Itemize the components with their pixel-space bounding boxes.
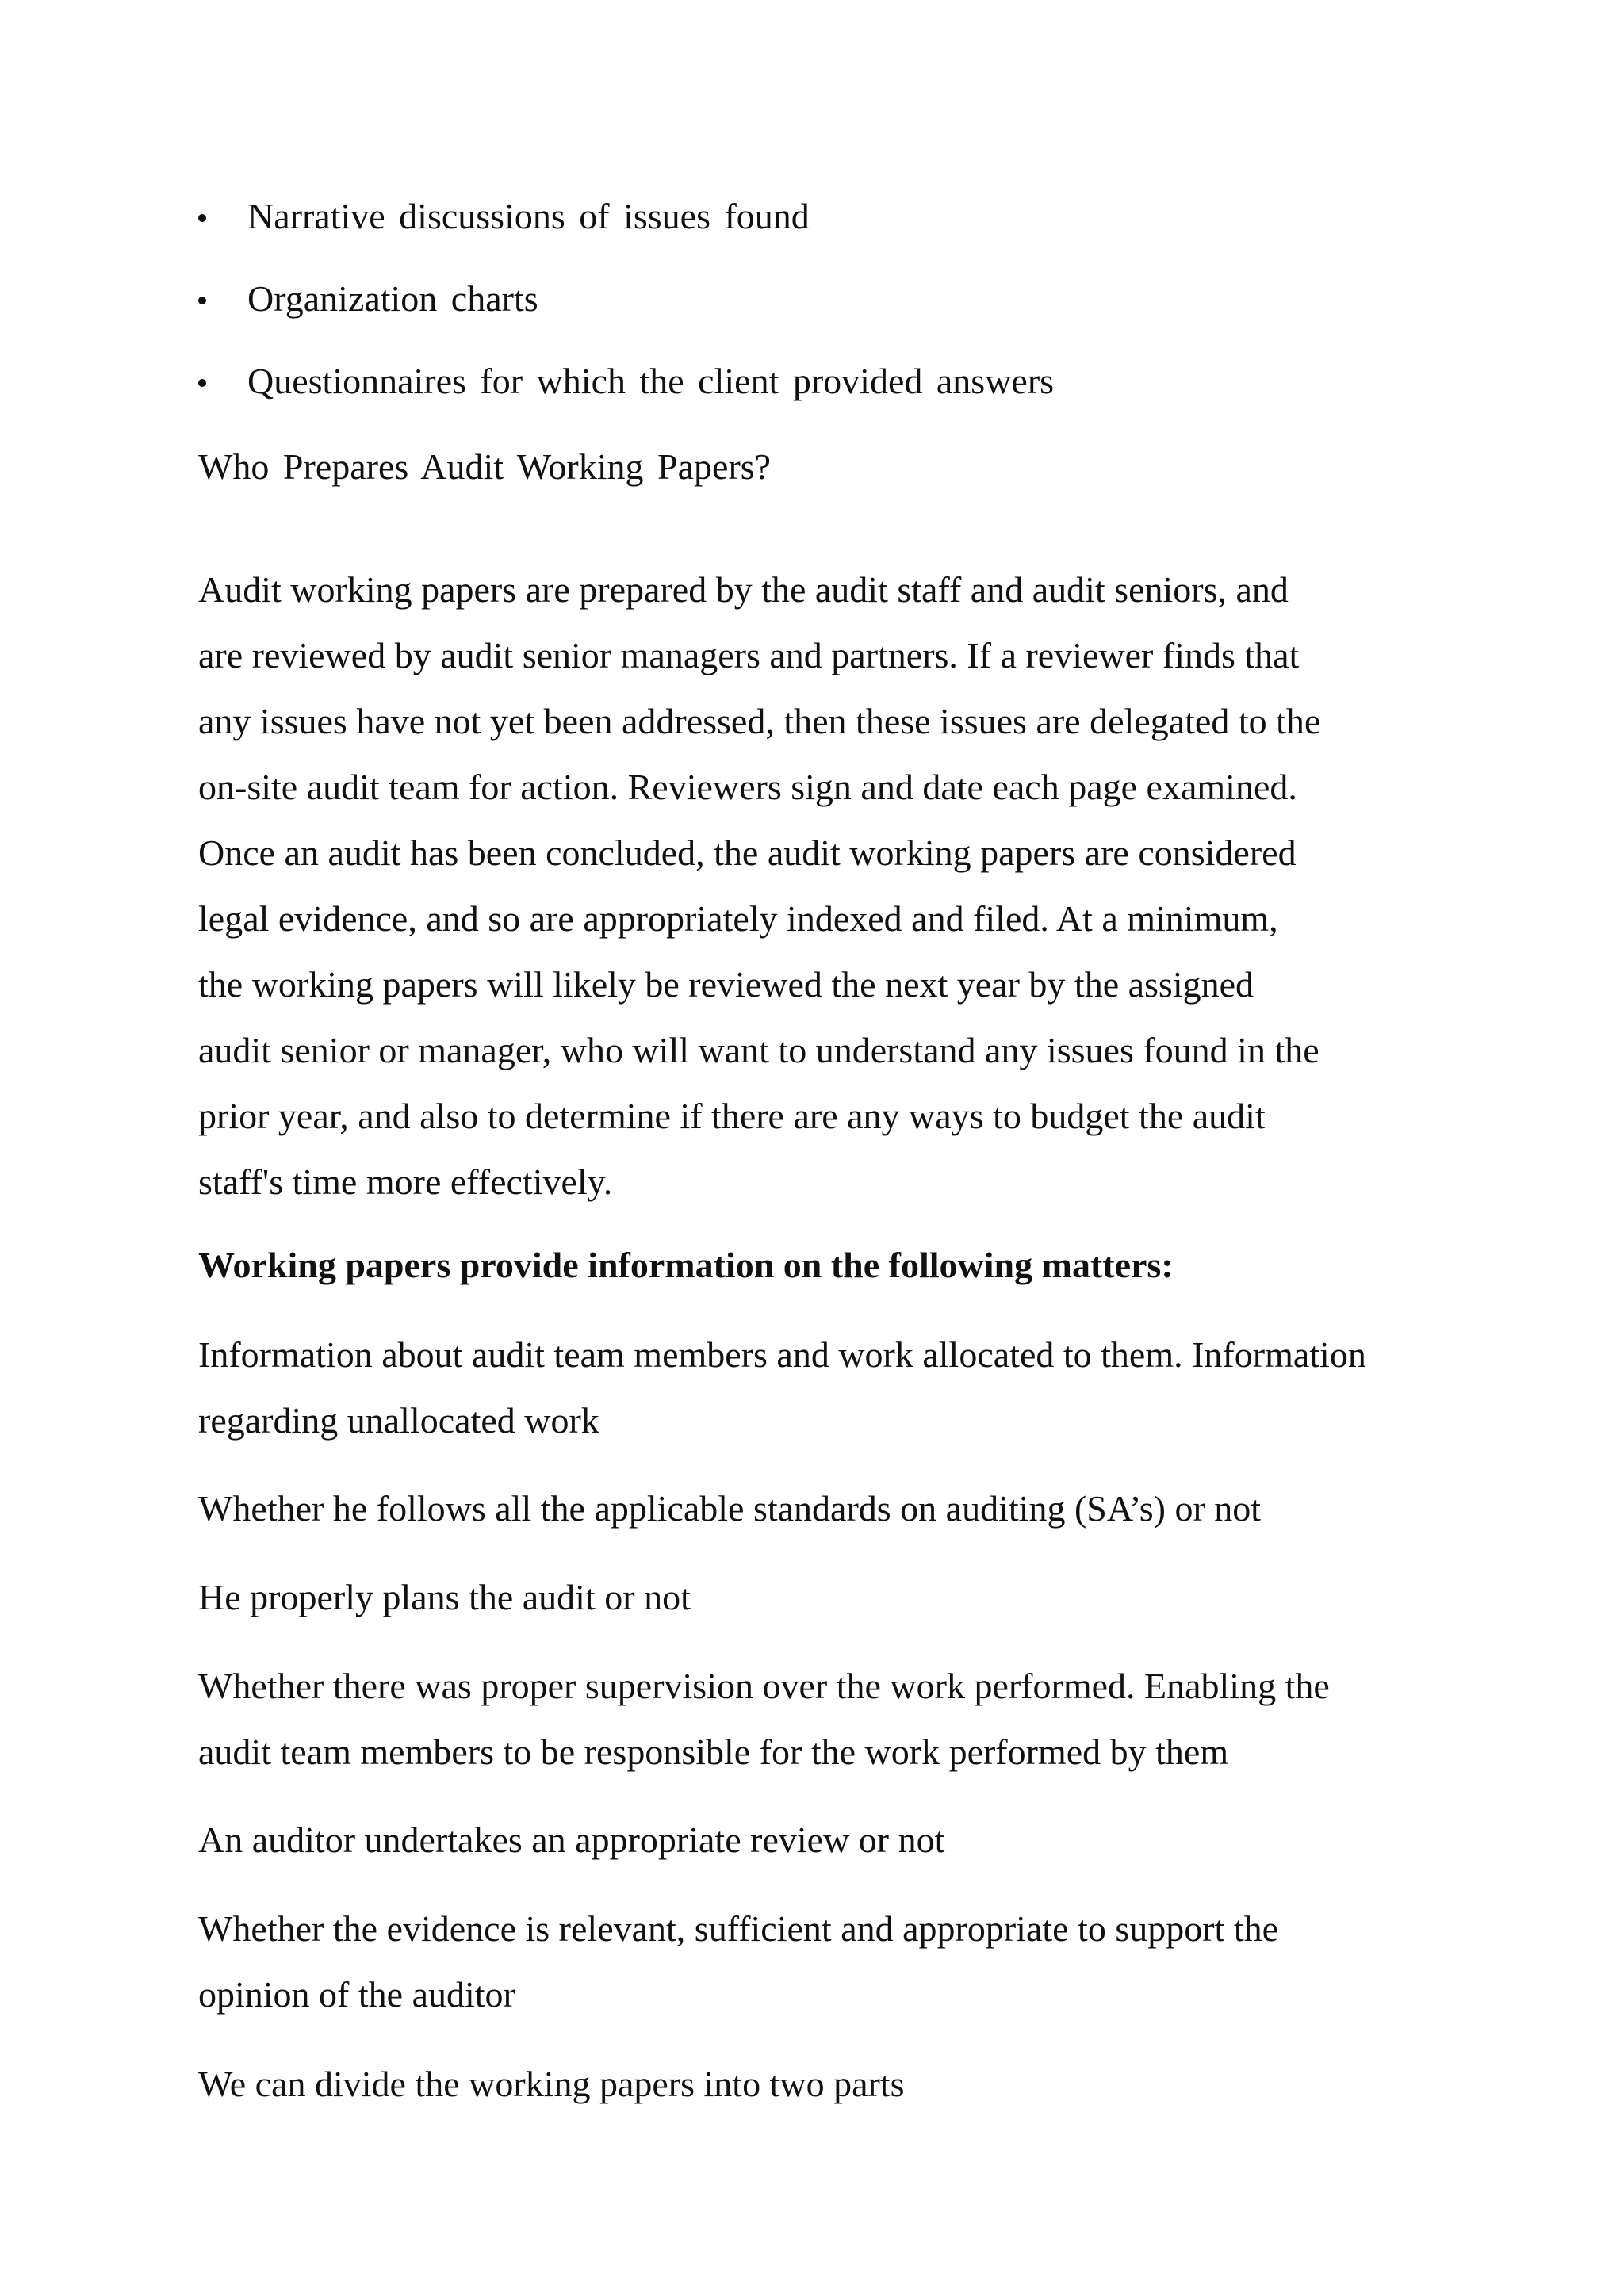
paragraph-line: are reviewed by audit senior managers and partners. If a reviewer finds that (198, 635, 1300, 675)
section-heading: Who Prepares Audit Working Papers? (198, 446, 772, 487)
matter-item: Whether there was proper supervision over the work performed. Enabling the audit team members to be responsible for the work performed by them (198, 1666, 1330, 1772)
matter-item: Whether the evidence is relevant, sufficient and appropriate to support the opinion of the auditor (198, 1908, 1279, 2015)
bullet-icon (198, 297, 206, 304)
paragraph-line: the working papers will likely be reviewed the next year by the assigned (198, 964, 1254, 1004)
paragraph-line: any issues have not yet been addressed, then these issues are delegated to the (198, 701, 1321, 741)
matter-item: Information about audit team members and work allocated to them. Information regarding unallocated work (198, 1334, 1366, 1441)
list-item: Organization charts (247, 274, 1054, 357)
paragraph-line: staff's time more effectively. (198, 1161, 613, 1202)
matter-item: An auditor undertakes an appropriate review or not (198, 1820, 945, 1860)
bullet-icon (198, 214, 206, 222)
paragraph (198, 557, 1435, 1215)
matter-item: We can divide the working papers into two parts (198, 2064, 905, 2104)
matters-heading: Working papers provide information on the following matters: (198, 1245, 1174, 1285)
paragraph-line: on-site audit team for action. Reviewers sign and date each page examined. (198, 767, 1297, 807)
matter-item: Whether he follows all the applicable standards on auditing (SA’s) or not (198, 1488, 1262, 1529)
matter-item: He properly plans the audit or not (198, 1577, 691, 1617)
paragraph-line: Audit working papers are prepared by the audit staff and audit seniors, and (198, 569, 1289, 610)
bullet-list (247, 192, 1054, 439)
paragraph-line: prior year, and also to determine if there are any ways to budget the audit (198, 1096, 1266, 1136)
paragraph-line: Once an audit has been concluded, the audit working papers are considered (198, 832, 1297, 873)
paragraph-line: audit senior or manager, who will want to understand any issues found in the (198, 1030, 1320, 1070)
list-item: Narrative discussions of issues found (247, 192, 1054, 274)
paragraph-line: legal evidence, and so are appropriately indexed and filed. At a minimum, (198, 898, 1278, 939)
bullet-icon (198, 379, 206, 387)
list-item: Questionnaires for which the client provided answers (247, 357, 1054, 439)
